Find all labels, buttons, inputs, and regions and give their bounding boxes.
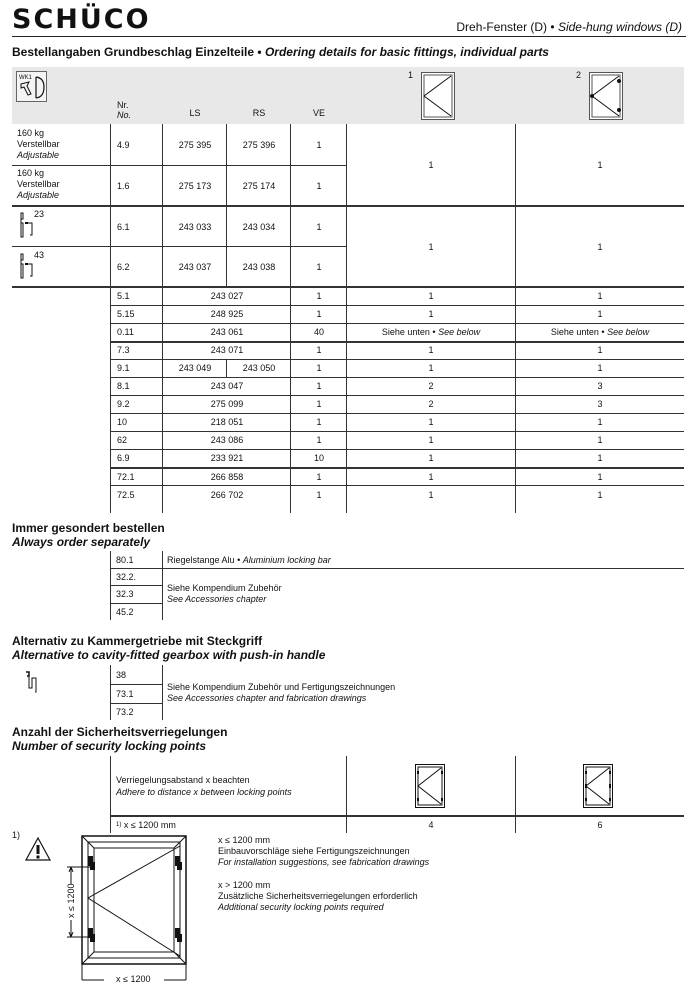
variant-1-label: 1 [408, 70, 414, 80]
footnote-text: x ≤ 1200 mm Einbauvorschläge siehe Fertigungszeichnungen For installation suggestions, see fabrication drawings x > 1200 mm Zusätzliche Sicherheitsverriegelungen erforderlich Additional security locking points required [218, 835, 430, 912]
variant2-qty: 1 [597, 363, 603, 373]
group2-variant2-qty: 1 [597, 241, 603, 252]
accessories-reference: Siehe Kompendium Zubehör See Accessories chapter [167, 583, 282, 604]
variant2-qty: 1 [597, 490, 603, 500]
part-number: 243 061 [210, 327, 244, 337]
part-number: 243 071 [210, 345, 244, 355]
variant-2-label: 2 [576, 70, 582, 80]
window-4-locks-icon [415, 764, 445, 813]
locking-bar-description: Riegelstange Alu • Aluminium locking bar [167, 554, 331, 565]
row-1.6-description: 160 kg Verstellbar Adjustable [17, 168, 60, 200]
row-no: 7.3 [117, 345, 130, 355]
part-ls: 243 033 [178, 221, 212, 232]
row-no: 1.6 [117, 180, 130, 191]
row-no: 45.2 [116, 606, 134, 617]
variant1-see-below: Siehe unten • See below [381, 327, 481, 337]
ve: 1 [316, 381, 322, 391]
part-ls: 243 049 [178, 363, 212, 373]
ve: 1 [316, 262, 322, 272]
push-in-handle-icon [24, 670, 40, 699]
row-no: 72.1 [117, 472, 135, 482]
ve: 1 [316, 435, 322, 445]
row-no: 8.1 [117, 381, 130, 391]
part-number: 243 027 [210, 291, 244, 301]
header-divider [12, 36, 686, 37]
row-no: 62 [117, 435, 128, 445]
variant2-qty: 3 [597, 381, 603, 391]
ve: 1 [316, 180, 322, 191]
row-no: 73.1 [116, 688, 134, 699]
ve: 1 [316, 139, 322, 150]
col-header-rs: RS [252, 108, 266, 118]
variant1-qty: 1 [428, 291, 434, 301]
ve: 1 [316, 291, 322, 301]
ve: 1 [316, 309, 322, 319]
locking-count-variant2: 6 [597, 820, 603, 830]
part-rs: 243 050 [242, 363, 276, 373]
window-6-locks-icon [583, 764, 613, 813]
variant2-see-below: Siehe unten • See below [550, 327, 650, 337]
part-rs: 243 034 [242, 221, 276, 232]
part-number: 266 702 [210, 490, 244, 500]
row-no: 32.2. [116, 571, 137, 582]
part-number: 266 858 [210, 472, 244, 482]
variant1-qty: 2 [428, 381, 434, 391]
warning-icon [24, 836, 52, 867]
group1-variant1-qty: 1 [428, 160, 434, 170]
variant2-qty: 1 [597, 291, 603, 301]
part-ls: 243 037 [178, 262, 212, 272]
variant1-qty: 1 [428, 472, 434, 482]
col-header-ls: LS [189, 108, 201, 118]
ve: 1 [316, 363, 322, 373]
horizontal-dimension-label: x ≤ 1200 [116, 974, 151, 984]
section-security-locking-points: Anzahl der Sicherheitsverriegelungen Number of security locking points [12, 725, 228, 753]
section-always-order-separately: Immer gesondert bestellen Always order separately [12, 521, 165, 549]
window-variant-1-icon [421, 72, 455, 125]
row-no: 72.5 [117, 490, 135, 500]
locking-count-variant1: 4 [428, 820, 434, 830]
window-variant-2-icon [589, 72, 623, 125]
group1-variant2-qty: 1 [597, 160, 603, 170]
variant1-qty: 1 [428, 363, 434, 373]
variant2-qty: 1 [597, 472, 603, 482]
table-header [12, 67, 684, 124]
variant1-qty: 1 [428, 345, 434, 355]
row-no: 6.2 [117, 262, 130, 272]
row-no: 0.11 [117, 327, 134, 337]
window-dimension-diagram [64, 834, 194, 999]
ve: 40 [313, 327, 324, 337]
fabrication-reference: Siehe Kompendium Zubehör und Fertigungszeichnungen See Accessories chapter and fabrication drawings [167, 682, 396, 703]
striker-43-icon: 43 [18, 252, 48, 285]
ve: 1 [316, 221, 322, 232]
row-no: 5.15 [117, 309, 135, 319]
ve: 1 [316, 417, 322, 427]
row-no: 5.1 [117, 291, 130, 301]
part-number: 248 925 [210, 309, 244, 319]
part-ls: 275 395 [178, 139, 212, 150]
row-no: 4.9 [117, 139, 130, 150]
group2-variant1-qty: 1 [428, 241, 434, 252]
part-ls: 275 173 [178, 180, 212, 191]
variant1-qty: 1 [428, 453, 434, 463]
wk1-hinge-icon [16, 71, 47, 102]
vertical-dimension-label: x ≤ 1200 [66, 883, 76, 918]
ve: 10 [313, 453, 324, 463]
part-number: 218 051 [210, 417, 244, 427]
document-type: Dreh-Fenster (D) • Side-hung windows (D) [456, 20, 682, 34]
variant2-qty: 3 [597, 399, 603, 409]
part-rs: 275 396 [242, 139, 276, 150]
row-no: 73.2 [116, 706, 134, 717]
ve: 1 [316, 490, 322, 500]
variant1-qty: 2 [428, 399, 434, 409]
part-rs: 275 174 [242, 180, 276, 191]
row-no: 32.3 [116, 589, 134, 599]
part-number: 243 086 [210, 435, 244, 445]
variant2-qty: 1 [597, 309, 603, 319]
variant2-qty: 1 [597, 435, 603, 445]
footnote-mark: 1) [12, 830, 21, 840]
ve: 1 [316, 472, 322, 482]
part-number: 275 099 [210, 399, 244, 409]
variant1-qty: 1 [428, 309, 434, 319]
row-no: 10 [117, 417, 128, 427]
row-no: 6.1 [117, 221, 130, 232]
row-no: 6.9 [117, 453, 130, 463]
row-no: 80.1 [116, 554, 134, 565]
part-number: 233 921 [210, 453, 244, 463]
striker-23-icon: 23 [18, 211, 48, 244]
variant2-qty: 1 [597, 453, 603, 463]
section-alternative-gearbox: Alternativ zu Kammergetriebe mit Steckgriff Alternative to cavity-fitted gearbox with push-in handle [12, 634, 326, 662]
schueco-logo: SCHÜCO [12, 4, 151, 35]
variant2-qty: 1 [597, 345, 603, 355]
page-title: Bestellangaben Grundbeschlag Einzelteile • Ordering details for basic fittings, individual parts [12, 45, 549, 59]
variant1-qty: 1 [428, 417, 434, 427]
row-no: 9.2 [117, 399, 130, 409]
col-header-ve: VE [312, 108, 325, 118]
locking-distance-note: Verriegelungsabstand x beachten Adhere to distance x between locking points [116, 775, 292, 797]
row-4.9-description: 160 kg Verstellbar Adjustable [17, 128, 60, 160]
row-no: 38 [116, 670, 127, 680]
row-no: 9.1 [117, 363, 130, 373]
ve: 1 [316, 345, 322, 355]
distance-requirement: 1) x ≤ 1200 mm [116, 820, 176, 830]
svg-text:WK1: WK1 [19, 75, 33, 81]
part-rs: 243 038 [242, 262, 276, 272]
part-number: 243 047 [210, 381, 244, 391]
ve: 1 [316, 399, 322, 409]
variant2-qty: 1 [597, 417, 603, 427]
variant1-qty: 1 [428, 435, 434, 445]
variant1-qty: 1 [428, 490, 434, 500]
col-header-no: Nr. No. [117, 100, 132, 120]
